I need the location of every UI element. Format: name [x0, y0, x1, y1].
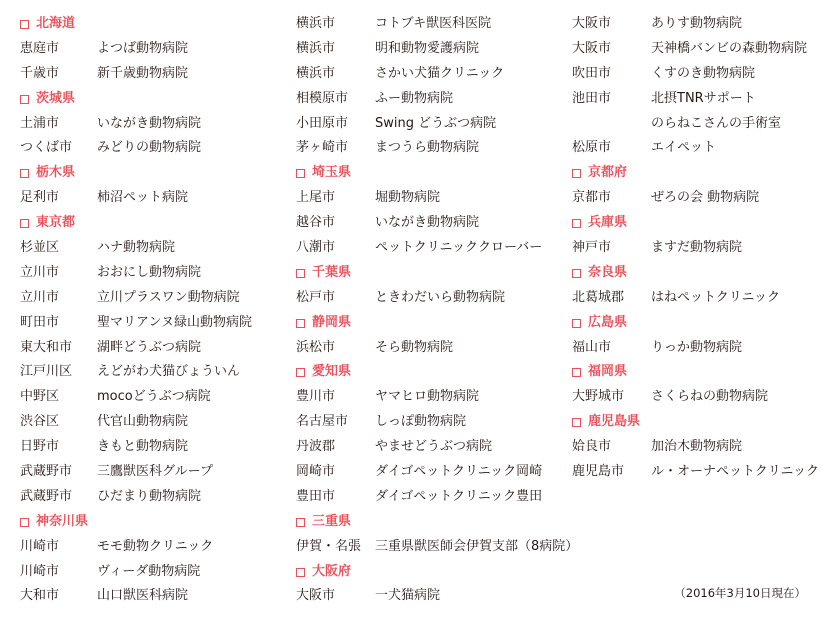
clinic-name: 明和動物愛護病院 [375, 40, 480, 56]
square-bullet-icon [572, 368, 581, 377]
city-name: 京都市 [572, 190, 612, 206]
city-name: 茅ヶ崎市 [296, 140, 349, 156]
city-name: 鹿児島市 [572, 464, 625, 480]
clinic-name: やませどうぶつ病院 [375, 439, 493, 455]
city-name: 立川市 [20, 264, 60, 280]
city-name: 横浜市 [296, 16, 336, 31]
city-name: 大阪市 [572, 40, 612, 56]
clinic-name: みどりの動物病院 [97, 140, 202, 156]
prefecture-heading [20, 510, 88, 535]
clinic-name: しっぽ動物病院 [375, 414, 467, 430]
city-name: 渋谷区 [20, 414, 60, 430]
city-name: 杉並区 [20, 240, 60, 256]
city-name: 千歳市 [20, 65, 60, 81]
prefecture-name: 東京都 [36, 215, 76, 231]
prefecture-heading [296, 161, 351, 186]
square-bullet-icon [296, 319, 305, 328]
clinic-name: 代官山動物病院 [97, 414, 189, 430]
city-name: 足利市 [20, 190, 60, 206]
clinic-name: のらねこさんの手術室 [651, 115, 782, 131]
prefecture-name: 兵庫県 [588, 215, 628, 231]
clinic-name: 一犬猫病院 [375, 588, 441, 604]
city-name: 大野城市 [572, 389, 625, 405]
prefecture-name: 北海道 [36, 16, 76, 31]
city-name: 吹田市 [572, 65, 612, 81]
city-name: 豊田市 [296, 488, 336, 504]
square-bullet-icon [20, 518, 29, 527]
prefecture-name: 福岡県 [588, 364, 628, 380]
clinic-name: コトブキ獣医科医院 [375, 16, 492, 31]
clinic-name: ふー動物病院 [375, 90, 454, 106]
clinic-name: そら動物病院 [375, 339, 454, 355]
square-bullet-icon [296, 368, 305, 377]
prefecture-heading [296, 311, 351, 336]
square-bullet-icon [20, 20, 29, 29]
prefecture-name: 愛知県 [312, 364, 352, 380]
clinic-name: ダイゴペットクリニック豊田 [375, 488, 543, 504]
city-name: 丹波郡 [296, 439, 336, 455]
city-name: 松戸市 [296, 289, 336, 305]
clinic-name: 三鷹獣医科グループ [97, 464, 213, 480]
city-name: 相模原市 [296, 90, 349, 106]
city-name: 川崎市 [20, 563, 60, 579]
clinic-name: 天神橋バンビの森動物病院 [651, 40, 808, 56]
prefecture-name: 千葉県 [312, 264, 352, 280]
prefecture-heading [296, 360, 351, 385]
clinic-name: いながき動物病院 [97, 115, 202, 131]
square-bullet-icon [20, 219, 29, 228]
prefecture-heading [572, 410, 640, 435]
clinic-name: ハナ動物病院 [97, 240, 176, 256]
prefecture-heading [296, 560, 351, 585]
clinic-name: おおにし動物病院 [97, 264, 202, 280]
prefecture-name: 静岡県 [312, 314, 352, 330]
prefecture-name: 栃木県 [36, 165, 76, 181]
clinic-name: 山口獣医科病院 [97, 588, 189, 604]
city-name: 立川市 [20, 289, 60, 305]
city-name: 武蔵野市 [20, 488, 73, 504]
clinic-name: 加治木動物病院 [651, 439, 743, 455]
clinic-name: さくらねの動物病院 [651, 389, 769, 405]
clinic-name: ヤマヒロ動物病院 [375, 389, 480, 405]
prefecture-heading [20, 12, 75, 37]
city-name: 横浜市 [296, 65, 336, 81]
square-bullet-icon [296, 269, 305, 278]
prefecture-name: 三重県 [312, 513, 352, 529]
clinic-name: えどがわ犬猫びょういん [97, 364, 241, 380]
clinic-name: mocoどうぶつ病院 [97, 389, 211, 405]
city-name: 恵庭市 [20, 40, 60, 56]
city-name: 町田市 [20, 314, 60, 330]
city-name: 岡崎市 [296, 464, 336, 480]
prefecture-heading [572, 211, 627, 236]
clinic-name: 聖マリアンヌ緑山動物病院 [97, 314, 252, 330]
prefecture-name: 大阪府 [312, 563, 352, 579]
prefecture-name: 埼玉県 [312, 165, 352, 181]
clinic-name: りっか動物病院 [651, 339, 743, 355]
clinic-name: いながき動物病院 [375, 215, 480, 231]
clinic-name: 湖畔どうぶつ病院 [97, 339, 202, 355]
city-name: 上尾市 [296, 190, 336, 206]
city-name: 土浦市 [20, 115, 60, 131]
city-name: 姶良市 [572, 439, 612, 455]
square-bullet-icon [296, 169, 305, 178]
city-name: 東大和市 [20, 339, 73, 355]
clinic-name: ときわだいら動物病院 [375, 289, 506, 305]
clinic-name: ヴィーダ動物病院 [97, 563, 201, 579]
city-name: 武蔵野市 [20, 464, 73, 480]
clinic-name: ありす動物病院 [651, 16, 743, 31]
clinic-name: モモ動物クリニック [97, 538, 214, 554]
clinic-name: ル・オーナペットクリニック [651, 464, 819, 480]
clinic-name: 立川プラスワン動物病院 [97, 289, 240, 305]
prefecture-heading [572, 311, 627, 336]
clinic-name: 北摂TNRサポート [651, 90, 756, 106]
prefecture-heading [296, 510, 351, 535]
square-bullet-icon [572, 269, 581, 278]
clinic-name: まつうら動物病院 [375, 140, 480, 156]
city-name: 横浜市 [296, 40, 336, 56]
prefecture-heading [20, 87, 75, 112]
clinic-name: きもと動物病院 [97, 439, 189, 455]
city-name: 大和市 [20, 588, 60, 604]
clinic-name: さかい犬猫クリニック [375, 65, 505, 81]
clinic-name: 柿沼ペット病院 [97, 190, 189, 206]
city-name: 北葛城郡 [572, 289, 625, 305]
city-name: 八潮市 [296, 240, 336, 256]
square-bullet-icon [296, 518, 305, 527]
clinic-name: はねペットクリニック [651, 289, 780, 305]
clinic-name: よつば動物病院 [97, 40, 189, 56]
clinic-name: くすのき動物病院 [651, 65, 756, 81]
clinic-name: ペットクリニッククローバー [375, 240, 543, 256]
prefecture-heading [572, 261, 627, 286]
square-bullet-icon [572, 418, 581, 427]
square-bullet-icon [296, 568, 305, 577]
square-bullet-icon [572, 169, 581, 178]
prefecture-name: 鹿児島県 [588, 414, 641, 430]
city-name: 大阪市 [572, 16, 612, 31]
prefecture-name: 神奈川県 [36, 513, 89, 529]
city-name: 神戸市 [572, 240, 612, 256]
prefecture-name: 奈良県 [588, 264, 628, 280]
prefecture-name: 広島県 [588, 314, 628, 330]
prefecture-name: 茨城県 [36, 90, 76, 106]
city-name: 松原市 [572, 140, 612, 156]
clinic-name: 新千歳動物病院 [97, 65, 189, 81]
prefecture-heading [296, 261, 351, 286]
city-name: 江戸川区 [20, 364, 73, 380]
city-name: 豊川市 [296, 389, 336, 405]
clinic-name: ダイゴペットクリニック岡崎 [375, 464, 543, 480]
prefecture-heading [572, 360, 627, 385]
clinic-name: ぜろの会 動物病院 [651, 190, 760, 206]
square-bullet-icon [20, 169, 29, 178]
clinic-name: エイペット [651, 140, 717, 156]
prefecture-heading [572, 161, 627, 186]
city-name: 池田市 [572, 90, 612, 106]
square-bullet-icon [20, 95, 29, 104]
square-bullet-icon [572, 219, 581, 228]
clinic-name: Swing どうぶつ病院 [375, 115, 497, 131]
date-note: （2016年3月10日現在） [674, 586, 806, 600]
prefecture-heading [20, 211, 75, 236]
city-name: 小田原市 [296, 115, 349, 131]
prefecture-heading [20, 161, 75, 186]
city-name: 名古屋市 [296, 414, 349, 430]
clinic-name: ひだまり動物病院 [97, 488, 202, 504]
city-name: 福山市 [572, 339, 612, 355]
square-bullet-icon [572, 319, 581, 328]
prefecture-name: 京都府 [588, 165, 628, 181]
clinic-name: 三重県獣医師会伊賀支部（8病院） [375, 538, 579, 554]
city-name: 越谷市 [296, 215, 336, 231]
clinic-name: 堀動物病院 [375, 190, 441, 206]
city-name: 川崎市 [20, 538, 60, 554]
city-name: つくば市 [20, 140, 73, 156]
clinic-name: ますだ動物病院 [651, 240, 743, 256]
city-name: 大阪市 [296, 588, 336, 604]
city-name: 伊賀・名張 [296, 538, 362, 554]
city-name: 浜松市 [296, 339, 336, 355]
city-name: 日野市 [20, 439, 60, 455]
city-name: 中野区 [20, 389, 60, 405]
